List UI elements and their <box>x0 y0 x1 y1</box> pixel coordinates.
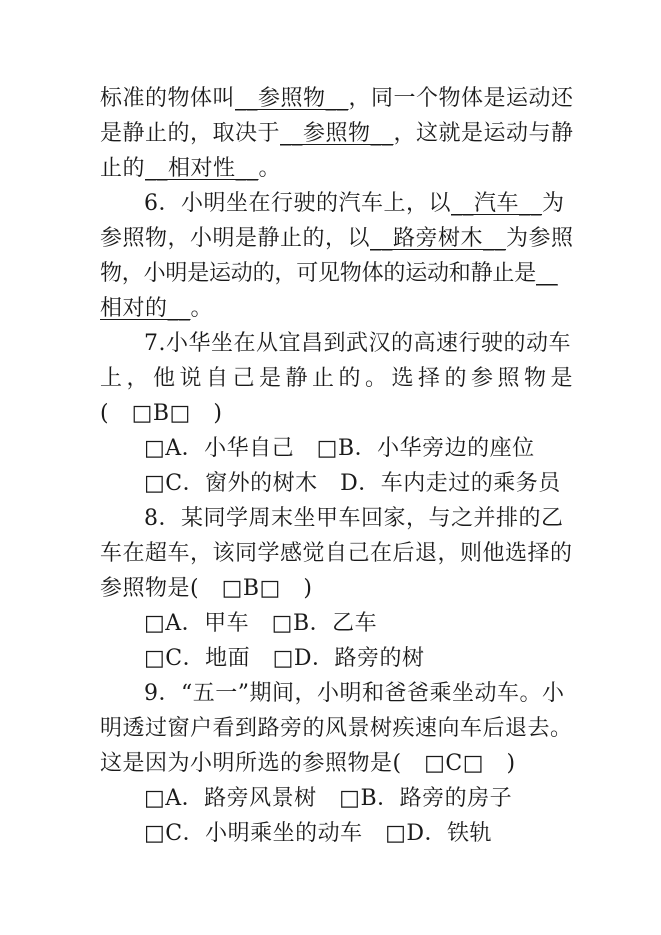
text-segment: 8．某同学周末坐甲车回家，与之并排的乙 <box>144 506 564 531</box>
text-segment: □C．地面 □D．路旁的树 <box>144 646 425 671</box>
text-segment: 。 <box>190 296 214 321</box>
text-segment: □C．小明乘坐的动车 □D．铁轨 <box>144 821 493 846</box>
text-segment: 参照物是( □B□ ) <box>100 576 313 601</box>
text-segment: 为 <box>542 191 565 216</box>
question-8-line-2 <box>100 536 573 572</box>
text-segment: 止的 <box>100 156 146 181</box>
question-8-options-cd <box>144 641 570 677</box>
text-line-1 <box>100 81 574 117</box>
question-6-line-4 <box>100 291 570 327</box>
text-segment: ( □B□ ) <box>100 401 223 426</box>
question-6-line-3 <box>100 256 570 292</box>
question-7-answer <box>100 396 570 432</box>
question-7-options-cd <box>144 466 570 502</box>
question-9-line-3 <box>100 746 570 782</box>
question-9-options-ab <box>144 781 570 817</box>
text-segment: 是静止的，取决于 <box>100 121 281 146</box>
text-segment: 上，他说自己是静止的。选择的参照物是 <box>100 366 578 391</box>
text-line-3 <box>100 151 570 187</box>
text-segment: ，这就是运动与静 <box>393 121 574 146</box>
text-segment: 车在超车，该同学感觉自己在后退，则他选择的 <box>100 541 573 566</box>
answer-blank: __参照物__ <box>235 86 349 111</box>
text-segment: 物，小明是运动的，可见物体的运动和静止是 <box>100 261 537 286</box>
answer-blank: __参照物__ <box>280 121 394 146</box>
text-segment: ，同一个物体是运动还 <box>348 86 574 111</box>
question-7-options-ab <box>144 431 570 467</box>
question-6-line-2 <box>100 221 574 257</box>
answer-blank: __相对性__ <box>145 156 259 181</box>
text-segment: 9．“五一”期间，小明和爸爸乘坐动车。小 <box>144 681 565 706</box>
question-8-line-3 <box>100 571 570 607</box>
text-segment: 7.小华坐在从宜昌到武汉的高速行驶的动车 <box>144 331 571 356</box>
text-segment: 6．小明坐在行驶的汽车上，以 <box>144 191 451 216</box>
text-segment: □A．甲车 □B．乙车 <box>144 611 378 636</box>
question-8-line-1 <box>144 501 570 537</box>
text-segment: 这是因为小明所选的参照物是( □C□ ) <box>100 751 516 776</box>
text-segment: 。 <box>258 156 282 181</box>
text-segment: □A．小华自己 □B．小华旁边的座位 <box>144 436 535 461</box>
answer-blank: __汽车__ <box>451 191 543 216</box>
text-segment: □A．路旁风景树 □B．路旁的房子 <box>144 786 513 811</box>
text-segment: 为参照 <box>506 226 574 251</box>
question-9-options-cd <box>144 816 570 852</box>
question-9-line-1 <box>144 676 570 712</box>
text-line-2 <box>100 116 574 152</box>
question-6-line-1 <box>144 186 570 222</box>
question-8-options-ab <box>144 606 570 642</box>
question-9-line-2 <box>100 711 573 747</box>
question-7-line-1 <box>144 326 570 362</box>
text-segment: □C．窗外的树木 D．车内走过的乘务员 <box>144 471 561 496</box>
text-segment: 参照物，小明是静止的，以 <box>100 226 371 251</box>
text-segment: 明透过窗户看到路旁的风景树疾速向车后退去。 <box>100 716 573 741</box>
answer-blank: 相对的__ <box>100 296 191 321</box>
question-7-line-2 <box>100 361 578 397</box>
answer-blank: __路旁树木__ <box>370 226 507 251</box>
answer-blank: __ <box>536 261 558 286</box>
text-segment: 标准的物体叫 <box>100 86 236 111</box>
